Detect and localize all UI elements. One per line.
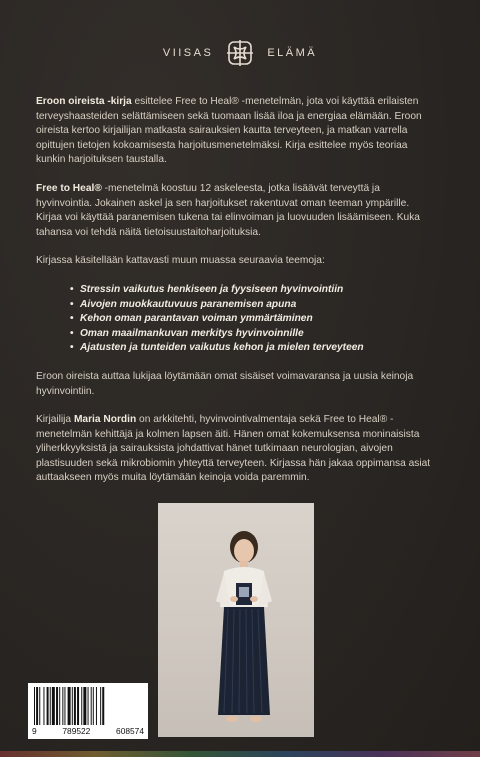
author-name: Maria Nordin [73,414,137,426]
brand-left-word: VIISAS [162,47,214,59]
intro-paragraph [36,95,436,168]
knot-logo-icon [225,38,255,68]
help-paragraph: Eroon oireista auttaa lukijaa löytämään omat sisäiset voimavaransa ja uusia keinoja hyvinvointiin. [36,370,414,397]
method-title: Free to Heal® [36,182,102,194]
method-text: -menetelmä koostuu 12 askeleesta, jotka lisäävät terveyttä ja hyvinvointia. Jokainen askel ja sen harjoitukset rakentuvat oman teeman ympärille. Kirjaa voi käyttää paranemisen tukena tai elinvoiman ja luovuuden lisäämiseen. Kuka tahansa voi tehdä näitä tietoisuustaitoharjoituksia. [36,182,420,238]
publisher-brand [0,38,480,68]
brand-right-word: ELÄMÄ [267,47,318,59]
author-photo [158,503,314,737]
theme-item: • Kehon oman parantavan voiman ymmärtäminen [80,312,436,327]
theme-item: • Oman maailmankuvan merkitys hyvinvoinnille [80,327,436,342]
themes-list [36,283,436,356]
barcode-digit-group: 789522 [62,726,91,736]
author-prefix: Kirjailija [36,414,74,426]
author-paragraph [36,413,436,486]
barcode-bars [34,687,142,725]
barcode-digit-group: 608574 [116,726,144,736]
barcode-digit-group: 9 [32,726,37,736]
intro-text: esittelee Free to Heal® -menetelmän, jota voi käyttää erilaisten terveyshaasteiden selättämiseen sekä tuomaan lisää iloa ja energiaa elämään. Eroon oireista kertoo kirjailijan matkasta sairauksien kautta terveyteen, ja matkan varrella opittujen tietojen kokoamisesta harjoitusmenetelmäksi. Kirja esittelee myös teoriaa kunkin harjoituksen taustalla. [36,96,422,166]
barcode-number [32,726,144,736]
author-figure-illustration [158,503,314,737]
author-text: on arkkitehti, hyvinvointivalmentaja sekä Free to Heal® -menetelmän kehittäjä ja kolmen lapsen äiti. Hänen omat kokemuksensa moninaisista yliherkkyyksistä ja sairauksista johdattivat hänet tutkimaan neurologian, aivojen plastisuuden sekä mikrobiomin yhteyttä terveyteen. Kirjassa hän jakaa oppimansa asiat auttaakseen myös muita löytämään keinoja voida paremmin. [36,414,431,484]
theme-item: • Stressin vaikutus henkiseen ja fyysiseen hyvinvointiin [80,283,436,298]
themes-intro: Kirjassa käsitellään kattavasti muun muassa seuraavia teemoja: [36,255,325,267]
isbn-barcode [28,683,148,739]
theme-item: • Aivojen muokkautuvuus paranemisen apuna [80,298,436,313]
cover-edge-strip [0,751,480,757]
back-cover-text [36,95,436,500]
method-paragraph [36,182,436,240]
theme-item: • Ajatusten ja tunteiden vaikutus kehon ja mielen terveyteen [80,341,436,356]
intro-title: Eroon oireista -kirja [36,96,132,107]
